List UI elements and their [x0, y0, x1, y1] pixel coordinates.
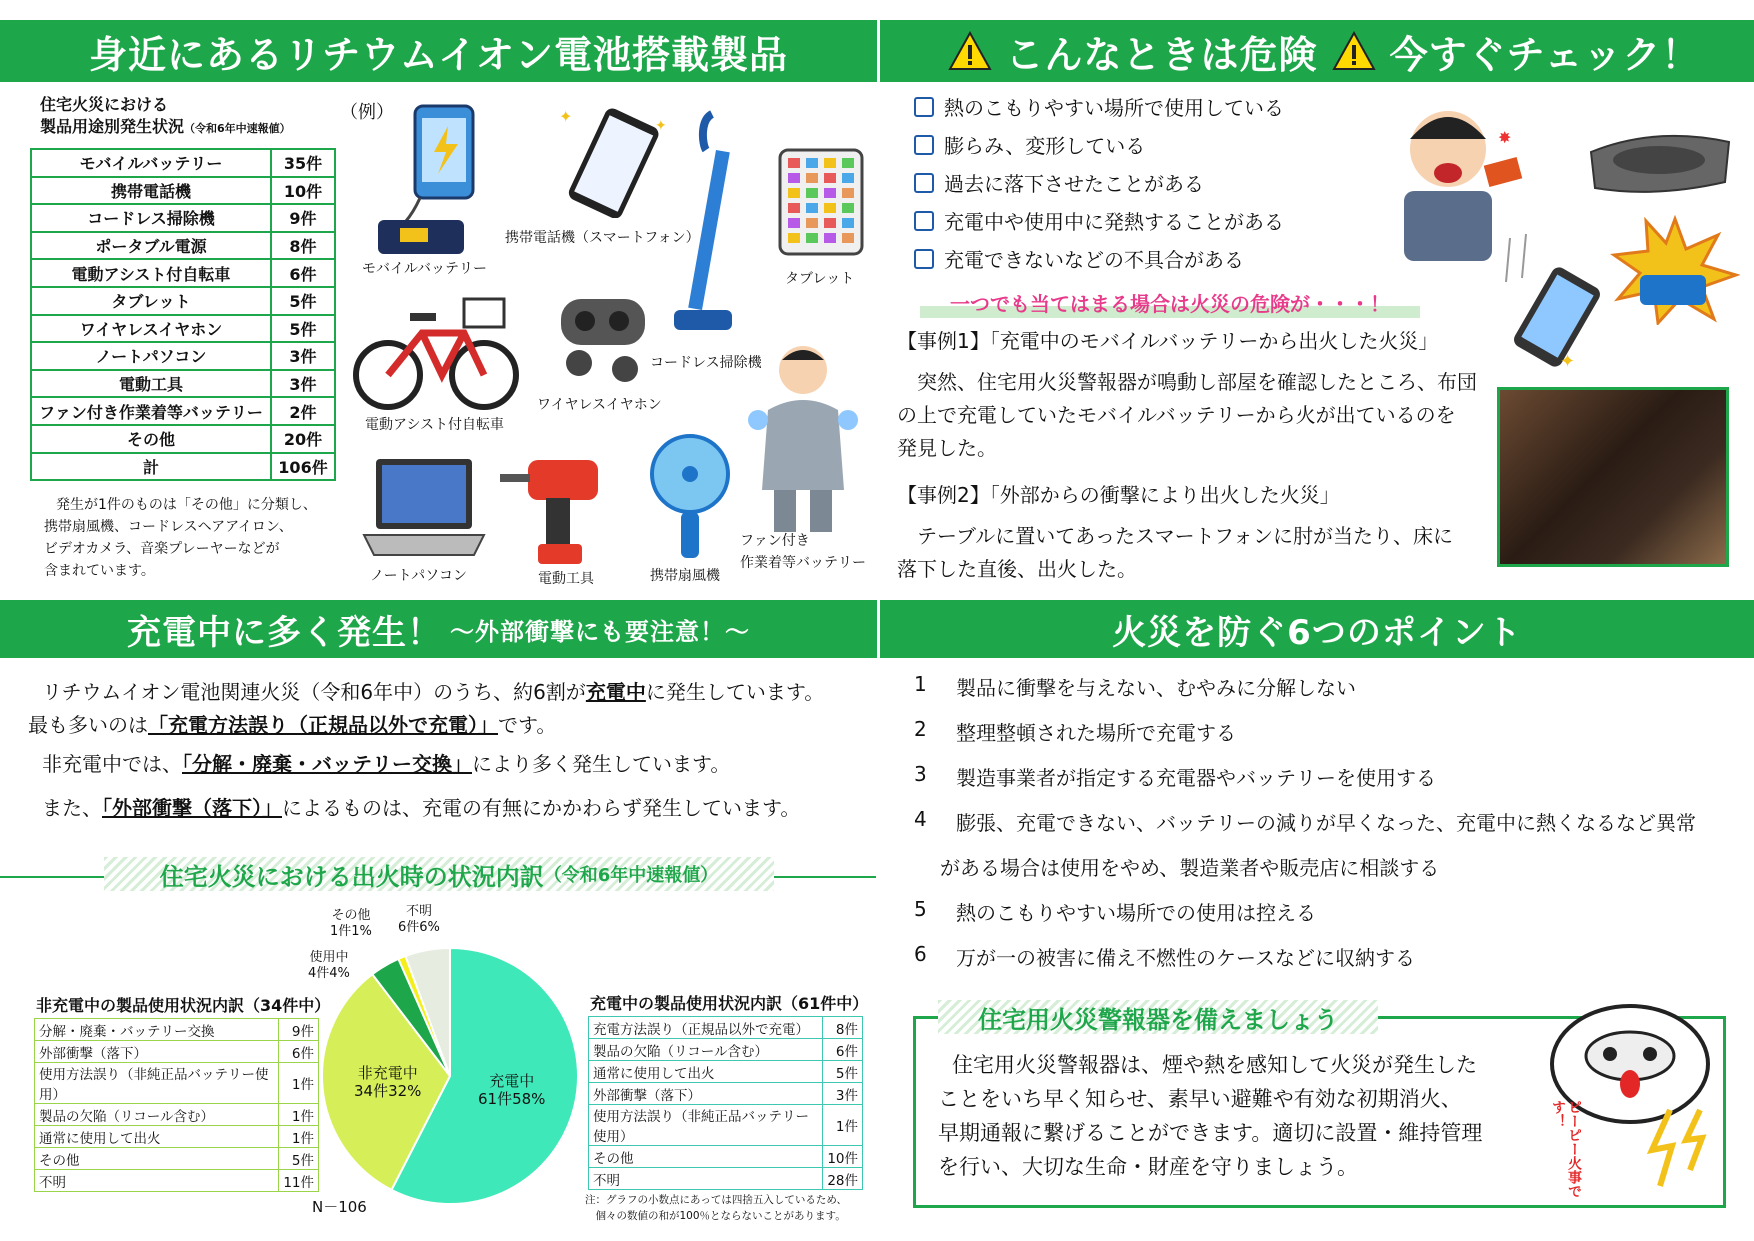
- warning-message-text: 一つでも当てはまる場合は火災の危険が・・・！: [950, 292, 1390, 316]
- breakdown-name: 不明: [589, 1168, 823, 1190]
- para-text: に発生しています。: [645, 680, 825, 704]
- product-row: [31, 425, 335, 453]
- chart-title-text: 住宅火災における出火時の状況内訳: [159, 862, 544, 891]
- point-text: がある場合は使用をやめ、製造業者や販売店に相談する: [940, 856, 1440, 880]
- table-title-main: 製品用途別発生状況: [40, 117, 185, 136]
- alarm-line: ことをいち早く知らせ、素早い避難や有効な初期消火、: [938, 1087, 1462, 1111]
- breakdown-row: [589, 1083, 863, 1105]
- app-tile-icon: [788, 233, 800, 243]
- check-item-text: 膨らみ、変形している: [944, 134, 1146, 158]
- prevention-title: 火災を防ぐ6つのポイント: [1112, 612, 1522, 653]
- case2: [897, 479, 1453, 586]
- product-row: [31, 453, 335, 481]
- case1: [897, 325, 1477, 465]
- breakdown-row: [589, 1017, 863, 1039]
- note-line: ビデオカメラ、音楽プレーヤーなどが: [44, 541, 280, 557]
- bicycle-illustration: [352, 285, 522, 415]
- case1-line: 発見した。: [897, 436, 997, 460]
- footnote-line: 個々の数値の和が100％とならないことがあります。: [585, 1210, 846, 1222]
- svg-text:✦: ✦: [559, 108, 573, 126]
- prevention-point: [914, 897, 1316, 926]
- breakdown-row: [589, 1039, 863, 1061]
- app-tile-icon: [842, 218, 854, 228]
- breakdown-count: 1件: [279, 1063, 319, 1104]
- app-tile-icon: [842, 203, 854, 213]
- note-line: 携帯扇風機、コードレスヘアアイロン、: [44, 519, 293, 535]
- prevention-point: [914, 672, 1356, 701]
- point-text: 製造事業者が指定する充電器やバッテリーを使用する: [956, 766, 1436, 790]
- breakdown-name: 使用方法誤り（非純正品バッテリー使用）: [589, 1105, 823, 1146]
- breakdown-count: 6件: [823, 1039, 863, 1061]
- app-tile-icon: [788, 203, 800, 213]
- products-title: 身近にあるリチウムイオン電池搭載製品: [89, 32, 788, 77]
- product-row: [31, 342, 335, 370]
- checkbox-icon[interactable]: [914, 173, 934, 193]
- case1-line: の上で充電していたモバイルバッテリーから火が出ているのを: [897, 403, 1456, 427]
- product-count: 9件: [271, 204, 335, 232]
- para-line-1: [28, 676, 824, 709]
- breakdown-row: [35, 1063, 319, 1104]
- product-name: 携帯電話機: [31, 177, 271, 205]
- product-row: [31, 259, 335, 287]
- breakdown-name: 製品の欠陥（リコール含む）: [589, 1039, 823, 1061]
- app-tile-icon: [806, 233, 818, 243]
- breakdown-row: [35, 1148, 319, 1170]
- app-tile-icon: [824, 218, 836, 228]
- pie-label-line: その他: [331, 908, 371, 923]
- breakdown-name: 充電方法誤り（正規品以外で充電）: [589, 1017, 823, 1039]
- product-count: 3件: [271, 342, 335, 370]
- charging-title-sub: ～外部衝撃にも要注意！～: [450, 617, 750, 646]
- para-line-2: [28, 709, 824, 742]
- product-name: ノートパソコン: [31, 342, 271, 370]
- chart-title-small: （令和6年中速報値）: [543, 865, 719, 886]
- alarm-line: を行い、大切な生命・財産を守りましょう。: [938, 1155, 1358, 1179]
- breakdown-count: 5件: [279, 1148, 319, 1170]
- product-name: モバイルバッテリー: [31, 149, 271, 177]
- svg-text:✦: ✦: [655, 118, 667, 134]
- para-emphasis: 「分解・廃棄・バッテリー交換」: [182, 752, 472, 776]
- product-count: 10件: [271, 177, 335, 205]
- check-item: [914, 244, 1244, 273]
- pie-label-noncharging: [354, 1064, 421, 1100]
- product-name: 電動工具: [31, 370, 271, 398]
- vacuum-illustration: [668, 104, 758, 340]
- power-tool-illustration: [498, 450, 608, 570]
- case1-title: 【事例1】「充電中のモバイルバッテリーから出火した火災」: [897, 329, 1439, 353]
- pie-label-inuse: [308, 950, 350, 982]
- app-tile-icon: [806, 188, 818, 198]
- breakdown-name: 不明: [35, 1170, 279, 1192]
- swollen-battery-illustration: [1585, 122, 1735, 202]
- check-item-text: 充電中や使用中に発熱することがある: [944, 210, 1284, 234]
- label-wireless-earphones: ワイヤレスイヤホン: [537, 397, 662, 413]
- alarm-sound-text: ピーピー火事です！: [1550, 1100, 1582, 1198]
- product-name: ポータブル電源: [31, 232, 271, 260]
- label-handy-fan: 携帯扇風機: [650, 568, 720, 584]
- breakdown-count: 8件: [823, 1017, 863, 1039]
- breakdown-count: 10件: [823, 1146, 863, 1168]
- point-number: 1: [914, 672, 927, 696]
- table-title: [40, 94, 291, 140]
- breakdown-count: 6件: [279, 1041, 319, 1063]
- pie-label-charging: [478, 1072, 545, 1108]
- table-title-line2: [40, 116, 291, 140]
- check-item: [914, 92, 1284, 121]
- checkbox-icon[interactable]: [914, 135, 934, 155]
- breakdown-name: 外部衝撃（落下）: [35, 1041, 279, 1063]
- breakdown-row: [35, 1019, 319, 1041]
- charging-title-main: 充電中に多く発生！: [127, 612, 442, 653]
- breakdown-count: 1件: [823, 1105, 863, 1146]
- explosion-illustration: [1610, 215, 1740, 325]
- breakdown-row: [35, 1041, 319, 1063]
- point-number: 5: [914, 897, 927, 921]
- app-tile-icon: [824, 203, 836, 213]
- para-line-4: [28, 786, 824, 830]
- product-table: [30, 148, 336, 481]
- products-banner: [0, 20, 877, 82]
- para-line-3: [28, 742, 824, 786]
- product-name: 計: [31, 453, 271, 481]
- check-item-text: 過去に落下させたことがある: [944, 172, 1204, 196]
- app-tile-icon: [824, 233, 836, 243]
- checkbox-icon[interactable]: [914, 249, 934, 269]
- product-row: [31, 204, 335, 232]
- alarm-line: 住宅用火災警報器は、煙や熱を感知して火災が発生した: [952, 1053, 1477, 1077]
- breakdown-row: [589, 1105, 863, 1146]
- point-text: 膨張、充電できない、バッテリーの減りが早くなった、充電中に熱くなるなど異常: [956, 811, 1696, 835]
- app-tile-icon: [806, 173, 818, 183]
- warning-message: [920, 288, 1420, 318]
- app-tile-icon: [842, 158, 854, 168]
- charging-paragraph: [28, 676, 824, 830]
- product-name: その他: [31, 425, 271, 453]
- product-name: ワイヤレスイヤホン: [31, 315, 271, 343]
- case2-line: 落下した直後、出火した。: [897, 557, 1137, 581]
- product-row: [31, 287, 335, 315]
- non-charging-breakdown-table: [34, 1018, 319, 1192]
- breakdown-name: 通常に使用して出火: [35, 1126, 279, 1148]
- breakdown-count: 1件: [279, 1104, 319, 1126]
- right-breakdown-title: 充電中の製品使用状況内訳（61件中）: [590, 994, 869, 1013]
- product-count: 6件: [271, 259, 335, 287]
- breakdown-row: [589, 1146, 863, 1168]
- product-name: タブレット: [31, 287, 271, 315]
- checkbox-icon[interactable]: [914, 97, 934, 117]
- alarm-title-text: 住宅用火災警報器を備えましょう: [978, 1005, 1338, 1034]
- product-row: [31, 177, 335, 205]
- prevention-point: [914, 762, 1436, 791]
- point-number: 2: [914, 717, 927, 741]
- breakdown-row: [589, 1168, 863, 1190]
- check-item: [914, 206, 1284, 235]
- worker-illustration: [748, 340, 858, 540]
- earphones-illustration: [555, 295, 655, 385]
- app-tile-icon: [824, 173, 836, 183]
- warning-icon: [1332, 31, 1376, 71]
- para-text: によるものは、充電の有無にかかわらず発生しています。: [282, 796, 801, 820]
- table-title-line1: 住宅火災における: [40, 95, 169, 114]
- alarm-line: 早期通報に繋げることができます。適切に設置・維持管理: [938, 1121, 1483, 1145]
- label-fan-vest: [740, 530, 866, 574]
- label-smartphone: 携帯電話機（スマートフォン）: [505, 230, 700, 246]
- prevention-point: [914, 717, 1236, 746]
- case2-title: 【事例2】「外部からの衝撃により出火した火災」: [897, 483, 1340, 507]
- breakdown-count: 5件: [823, 1061, 863, 1083]
- point-text: 万が一の被害に備え不燃性のケースなどに収納する: [956, 946, 1415, 970]
- pie-label-line: 充電中: [489, 1072, 535, 1090]
- prevention-point: [914, 807, 1696, 836]
- left-breakdown-title: 非充電中の製品使用状況内訳（34件中）: [36, 996, 331, 1015]
- check-item-text: 熱のこもりやすい場所で使用している: [944, 96, 1284, 120]
- prevention-point: [940, 852, 1439, 881]
- label-laptop: ノートパソコン: [370, 568, 468, 584]
- danger-title-b: 今すぐチェック！: [1389, 32, 1701, 77]
- product-count: 5件: [271, 287, 335, 315]
- breakdown-row: [35, 1104, 319, 1126]
- breakdown-name: 使用方法誤り（非純正品バッテリー使用）: [35, 1063, 279, 1104]
- pie-label-line: 4件4%: [308, 966, 350, 981]
- product-count: 2件: [271, 397, 335, 425]
- note-line: 発生が1件のものは「その他」に分類し、: [56, 497, 317, 513]
- para-emphasis: 充電中: [585, 680, 646, 704]
- point-number: 4: [914, 807, 927, 831]
- dropped-phone-illustration: [1500, 232, 1620, 372]
- product-row: [31, 315, 335, 343]
- danger-banner: [880, 20, 1754, 82]
- point-text: 製品に衝撃を与えない、むやみに分解しない: [956, 676, 1356, 700]
- alarm-title: [938, 1000, 1378, 1034]
- check-item-text: 充電できないなどの不具合がある: [944, 248, 1244, 272]
- pie-label-line: 非充電中: [357, 1064, 418, 1082]
- note-line: 含まれています。: [44, 563, 155, 579]
- prevention-point: [914, 942, 1415, 971]
- breakdown-row: [589, 1061, 863, 1083]
- product-name: ファン付き作業着等バッテリー: [31, 397, 271, 425]
- pie-label-line: 使用中: [309, 950, 349, 965]
- label-e-bicycle: 電動アシスト付自転車: [365, 417, 505, 433]
- label-tablet: タブレット: [785, 271, 855, 287]
- case2-line: テーブルに置いてあったスマートフォンに肘が当たり、床に: [897, 524, 1453, 548]
- app-tile-icon: [788, 158, 800, 168]
- breakdown-count: 1件: [279, 1126, 319, 1148]
- warning-icon: [948, 31, 992, 71]
- point-number: 3: [914, 762, 927, 786]
- app-tile-icon: [824, 188, 836, 198]
- table-title-small: （令和6年中速報値）: [184, 122, 291, 135]
- mobile-battery-illustration: [370, 100, 500, 260]
- pie-label-unknown: [398, 904, 440, 936]
- para-text: です。: [498, 713, 557, 737]
- breakdown-name: 製品の欠陥（リコール含む）: [35, 1104, 279, 1126]
- app-tile-icon: [842, 188, 854, 198]
- breakdown-row: [35, 1170, 319, 1192]
- breakdown-name: 分解・廃棄・バッテリー交換: [35, 1019, 279, 1041]
- label-power-tool: 電動工具: [538, 571, 594, 587]
- label-fan-vest-line1: ファン付き: [740, 533, 810, 549]
- example-label: （例）: [340, 102, 394, 123]
- breakdown-row: [35, 1126, 319, 1148]
- breakdown-name: 通常に使用して出火: [589, 1061, 823, 1083]
- product-count: 8件: [271, 232, 335, 260]
- app-tile-icon: [788, 218, 800, 228]
- smartphone-illustration: [555, 108, 675, 218]
- laptop-illustration: [360, 455, 490, 565]
- app-tile-icon: [842, 233, 854, 243]
- point-text: 熱のこもりやすい場所での使用は控える: [956, 901, 1316, 925]
- fire-photo: [1497, 387, 1729, 567]
- label-cordless-vacuum: コードレス掃除機: [650, 355, 762, 371]
- alarm-text: [938, 1048, 1482, 1184]
- svg-text:✦: ✦: [1560, 351, 1576, 372]
- para-emphasis: 「外部衝撃（落下）」: [102, 796, 282, 820]
- product-row: [31, 397, 335, 425]
- pie-label-line: 34件32%: [354, 1082, 422, 1100]
- product-count: 5件: [271, 315, 335, 343]
- chart-title: [104, 857, 774, 891]
- app-tile-icon: [788, 188, 800, 198]
- svg-text:✸: ✸: [1498, 128, 1512, 147]
- breakdown-count: 3件: [823, 1083, 863, 1105]
- para-text: により多く発生しています。: [472, 752, 731, 776]
- product-name: 電動アシスト付自転車: [31, 259, 271, 287]
- product-row: [31, 149, 335, 177]
- other-note: [44, 494, 317, 582]
- product-row: [31, 370, 335, 398]
- pie-label-line: 6件6%: [398, 920, 440, 935]
- label-mobile-battery: モバイルバッテリー: [362, 261, 488, 277]
- pie-label-other: [330, 908, 372, 940]
- n-label: N－106: [312, 1198, 367, 1216]
- app-tile-icon: [806, 158, 818, 168]
- breakdown-name: その他: [35, 1148, 279, 1170]
- product-row: [31, 232, 335, 260]
- breakdown-count: 28件: [823, 1168, 863, 1190]
- para-emphasis: 「充電方法誤り（正規品以外で充電）」: [148, 713, 498, 737]
- check-item: [914, 168, 1204, 197]
- app-tile-icon: [788, 173, 800, 183]
- check-item: [914, 130, 1145, 159]
- app-tile-icon: [824, 158, 836, 168]
- charging-banner: [0, 600, 877, 658]
- footnote: [585, 1192, 847, 1224]
- danger-title-a: こんなときは危険: [1005, 32, 1318, 77]
- tablet-illustration: [778, 148, 864, 256]
- breakdown-name: 外部衝撃（落下）: [589, 1083, 823, 1105]
- prevention-banner: [880, 600, 1754, 658]
- checkbox-icon[interactable]: [914, 211, 934, 231]
- case1-line: 突然、住宅用火災警報器が鳴動し部屋を確認したところ、布団: [897, 370, 1477, 394]
- app-tile-icon: [806, 203, 818, 213]
- app-tile-icon: [842, 173, 854, 183]
- para-text: リチウムイオン電池関連火災（令和6年中）のうち、約6割が: [42, 680, 586, 704]
- product-count: 106件: [271, 453, 335, 481]
- charging-breakdown-table: [588, 1016, 863, 1190]
- handy-fan-illustration: [645, 432, 735, 562]
- para-text: 非充電中では、: [42, 752, 182, 776]
- para-text: 最も多いのは: [28, 713, 148, 737]
- pie-label-line: 不明: [405, 904, 432, 919]
- point-number: 6: [914, 942, 927, 966]
- label-fan-vest-line2: 作業着等バッテリー: [740, 555, 866, 571]
- product-name: コードレス掃除機: [31, 204, 271, 232]
- product-count: 35件: [271, 149, 335, 177]
- app-tile-icon: [806, 218, 818, 228]
- para-text: また、: [42, 796, 102, 820]
- pie-label-line: 61件58%: [478, 1090, 546, 1108]
- footnote-line: 注：グラフの小数点にあっては四捨五入しているため、: [585, 1194, 847, 1206]
- product-count: 20件: [271, 425, 335, 453]
- point-text: 整理整頓された場所で充電する: [956, 721, 1236, 745]
- breakdown-count: 11件: [279, 1170, 319, 1192]
- pie-label-line: 1件1%: [330, 924, 372, 939]
- product-count: 3件: [271, 370, 335, 398]
- breakdown-name: その他: [589, 1146, 823, 1168]
- breakdown-count: 9件: [279, 1019, 319, 1041]
